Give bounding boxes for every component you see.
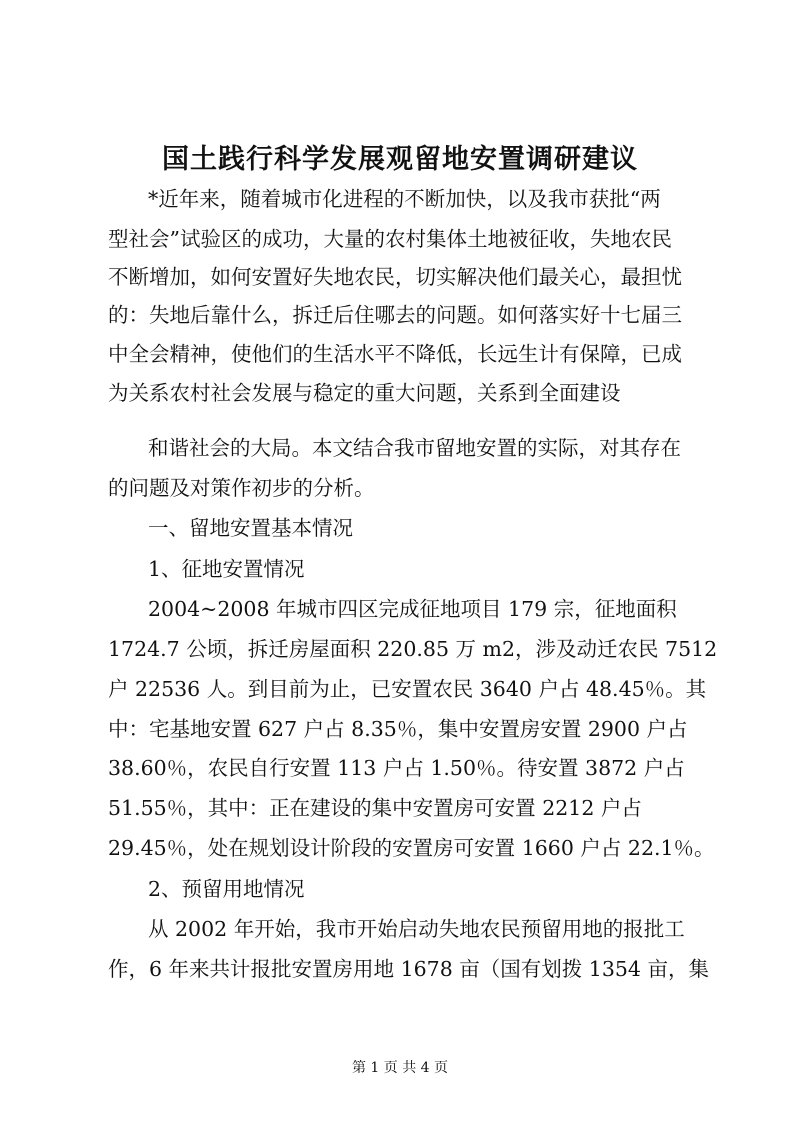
paragraph-line: 为关系农村社会发展与稳定的重大问题，关系到全面建设: [108, 381, 621, 405]
section-heading: 一、留地安置基本情况: [148, 516, 353, 540]
paragraph-line: 38.60％，农民自行安置 113 户占 1.50％。待安置 3872 户占: [108, 756, 685, 780]
page-footer: 第 1 页 共 4 页: [351, 1060, 449, 1076]
paragraph-line: 户 22536 人。到目前为止，已安置农民 3640 户占 48.45％。其: [108, 677, 707, 701]
paragraph-line: 和谐社会的大局。本文结合我市留地安置的实际，对其存在: [148, 436, 681, 460]
subsection-heading: 1、征地安置情况: [148, 557, 305, 581]
paragraph-line: 1724.7 公顷，拆迁房屋面积 220.85 万 m2，涉及动迁农民 7512: [108, 637, 718, 661]
paragraph-line: 29.45％，处在规划设计阶段的安置房可安置 1660 户占 22.1％。: [108, 836, 715, 860]
document-title: 国土践行科学发展观留地安置调研建议: [162, 144, 638, 175]
paragraph-line: 不断增加，如何安置好失地农民，切实解决他们最关心，最担忧: [108, 265, 682, 289]
subsection-heading: 2、预留用地情况: [148, 877, 305, 901]
paragraph-line: 的问题及对策作初步的分析。: [108, 476, 375, 500]
paragraph-line: 2004~2008 年城市四区完成征地项目 179 宗，征地面积: [148, 597, 677, 621]
paragraph-line: 中全会精神，使他们的生活水平不降低，长远生计有保障，已成: [108, 342, 682, 366]
paragraph-line: 从 2002 年开始，我市开始启动失地农民预留用地的报批工: [148, 917, 685, 941]
paragraph-line: 型社会”试验区的成功，大量的农村集体土地被征收，失地农民: [108, 227, 672, 251]
paragraph-line: *近年来，随着城市化进程的不断加快，以及我市获批“两: [148, 187, 661, 211]
paragraph-line: 中：宅基地安置 627 户占 8.35％，集中安置房安置 2900 户占: [108, 717, 688, 741]
paragraph-line: 作，6 年来共计报批安置房用地 1678 亩（国有划拨 1354 亩，集: [108, 957, 709, 981]
paragraph-line: 的：失地后靠什么，拆迁后住哪去的问题。如何落实好十七届三: [108, 303, 682, 327]
paragraph-line: 51.55％，其中：正在建设的集中安置房可安置 2212 户占: [108, 796, 642, 820]
